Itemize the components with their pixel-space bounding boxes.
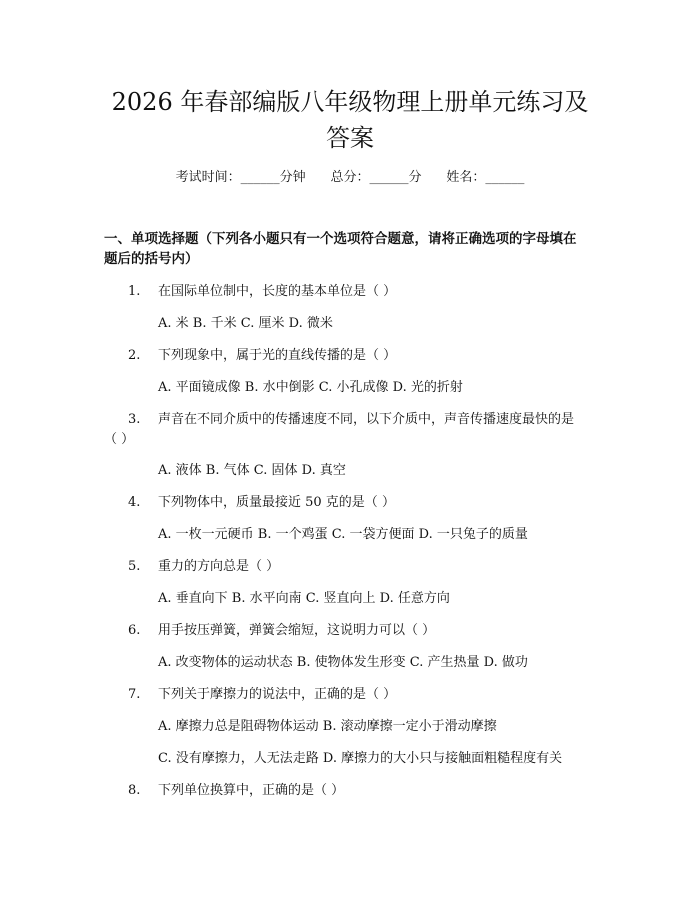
document-title-line-1: 2026 年春部编版八年级物理上册单元练习及	[111, 88, 589, 116]
question-2-options: A. 平面镜成像 B. 水中倒影 C. 小孔成像 D. 光的折射	[158, 380, 463, 395]
question-8	[104, 781, 604, 801]
question-number: 3.	[128, 412, 141, 427]
question-text: 下列单位换算中，正确的是（ ）	[158, 783, 345, 798]
question-1	[104, 282, 604, 302]
name-blank: ______	[485, 170, 525, 185]
question-text: 用手按压弹簧，弹簧会缩短，这说明力可以（ ）	[158, 623, 436, 638]
document-title-line-2: 答案	[326, 124, 374, 152]
question-number: 6.	[128, 623, 141, 638]
question-4-options: A. 一枚一元硬币 B. 一个鸡蛋 C. 一袋方便面 D. 一只兔子的质量	[158, 527, 528, 542]
question-text: 下列关于摩擦力的说法中，正确的是（ ）	[158, 687, 397, 702]
question-text: 重力的方向总是（ ）	[158, 559, 280, 574]
question-5-options: A. 垂直向下 B. 水平向南 C. 竖直向上 D. 任意方向	[158, 591, 450, 606]
question-7-options-line-1: A. 摩擦力总是阻碍物体运动 B. 滚动摩擦一定小于滑动摩擦	[158, 719, 497, 734]
time-blank: ______	[240, 170, 280, 185]
time-label: 考试时间：	[175, 170, 241, 185]
question-text: 声音在不同介质中的传播速度不同，以下介质中，声音传播速度最快的是	[158, 412, 575, 427]
question-number: 8.	[128, 783, 141, 798]
question-3-continuation: （ ）	[104, 432, 135, 447]
question-text: 在国际单位制中，长度的基本单位是（ ）	[158, 284, 397, 299]
question-7	[104, 685, 604, 705]
exam-info	[0, 168, 700, 188]
question-6-options: A. 改变物体的运动状态 B. 使物体发生形变 C. 产生热量 D. 做功	[158, 655, 528, 670]
name-label: 姓名：	[446, 170, 486, 185]
question-number: 5.	[128, 559, 141, 574]
section-heading-line-1: 一、单项选择题（下列各小题只有一个选项符合题意，请将正确选项的字母填在	[104, 231, 577, 247]
question-6	[104, 621, 604, 641]
question-number: 4.	[128, 495, 141, 510]
score-unit: 分	[408, 170, 422, 185]
question-4	[104, 493, 604, 513]
score-label: 总分：	[330, 170, 370, 185]
question-text: 下列现象中，属于光的直线传播的是（ ）	[158, 348, 397, 363]
question-3	[104, 410, 604, 430]
score-blank: ______	[369, 170, 409, 185]
question-1-options: A. 米 B. 千米 C. 厘米 D. 微米	[158, 316, 333, 331]
question-5	[104, 557, 604, 577]
question-text: 下列物体中，质量最接近 50 克的是（ ）	[158, 495, 395, 510]
question-3-options: A. 液体 B. 气体 C. 固体 D. 真空	[158, 463, 346, 478]
time-unit: 分钟	[279, 170, 306, 185]
question-7-options-line-2: C. 没有摩擦力，人无法走路 D. 摩擦力的大小只与接触面粗糙程度有关	[158, 751, 563, 766]
section-heading-line-2: 题后的括号内）	[104, 251, 199, 267]
question-2	[104, 346, 604, 366]
question-number: 2.	[128, 348, 141, 363]
question-number: 1.	[128, 284, 141, 299]
question-number: 7.	[128, 687, 141, 702]
